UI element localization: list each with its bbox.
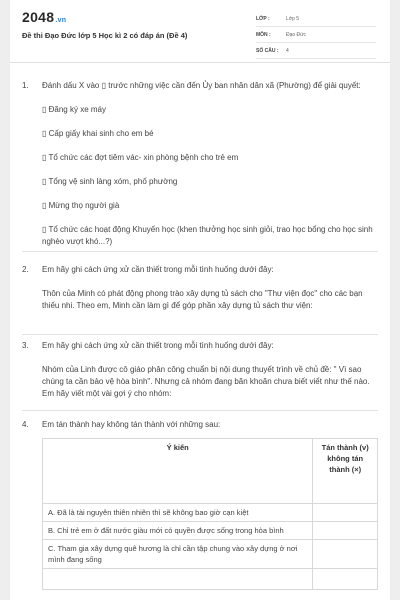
question-number: 1. xyxy=(22,81,29,90)
meta-label: LỚP : xyxy=(256,15,270,22)
question-body xyxy=(42,340,378,400)
question-detail: Nhóm của Linh được cô giáo phân công chuẩn bị nội dung thuyết trình về chủ đề: " Vì sao chúng ta cần bảo vệ hòa bình". Nhưng cả nhóm đang băn khoăn chưa biết viết như thế nào. Em hãy viết một vài gợi ý cho nhóm: xyxy=(42,365,370,398)
opinion-cell: B. Chỉ trẻ em ở đất nước giàu mới có quyền được sống trong hòa bình xyxy=(43,522,313,540)
question-prompt: Em hãy ghi cách ứng xử cần thiết trong mỗi tình huống dưới đây: xyxy=(42,341,274,350)
option-item[interactable]: ▯ Cấp giấy khai sinh cho em bé xyxy=(42,129,154,138)
question-prompt: Em tán thành hay không tán thành với những sau: xyxy=(42,420,221,429)
opinion-table xyxy=(42,438,378,590)
table-header-row xyxy=(43,439,378,504)
meta-row-subject xyxy=(256,27,376,43)
meta-value: Lớp 5 xyxy=(286,15,300,22)
table-row xyxy=(43,540,378,569)
opinion-cell: A. Đã là tài nguyên thiên nhiên thì sẽ không bao giờ cạn kiệt xyxy=(43,504,313,522)
option-item[interactable]: ▯ Tổng vệ sinh làng xóm, phố phường xyxy=(42,177,178,186)
table-header-opinion: Ý kiến xyxy=(43,439,313,504)
logo-text: 2048 xyxy=(22,9,55,25)
opinion-cell xyxy=(43,569,313,590)
option-item[interactable]: ▯ Tổ chức các đợt tiêm vác- xin phòng bệnh cho trẻ em xyxy=(42,153,239,162)
meta-row-question-count xyxy=(256,43,376,59)
table-row xyxy=(43,522,378,540)
site-logo[interactable] xyxy=(22,9,66,25)
meta-label: MÔN : xyxy=(256,31,271,38)
answer-cell[interactable] xyxy=(313,569,378,590)
table-header-agree: Tán thành (v) không tán thành (×) xyxy=(313,439,378,504)
question-body xyxy=(42,264,378,312)
question-body xyxy=(42,419,378,431)
opinion-cell: C. Tham gia xây dựng quê hương là chỉ cần tập chung vào xây dựng ở nơi mình đang sống xyxy=(43,540,313,569)
document-header xyxy=(10,0,390,63)
meta-value: 4 xyxy=(286,47,289,54)
divider xyxy=(22,410,378,411)
document-page xyxy=(10,0,390,600)
meta-label: SỐ CÂU : xyxy=(256,47,279,54)
answer-cell[interactable] xyxy=(313,522,378,540)
document-title: Đề thi Đạo Đức lớp 5 Học kì 2 có đáp án (Đề 4) xyxy=(22,31,188,40)
meta-row-class xyxy=(256,11,376,27)
question-number: 4. xyxy=(22,420,29,429)
option-item[interactable]: ▯ Tổ chức các hoạt động Khuyến học (khen thưởng học sinh giỏi, trao học bổng cho học sinh nghèo vượt khó...?) xyxy=(42,225,373,246)
meta-value: Đạo Đức xyxy=(286,31,307,38)
table-row xyxy=(43,569,378,590)
meta-info-box xyxy=(256,11,376,59)
option-item[interactable]: ▯ Đăng ký xe máy xyxy=(42,105,106,114)
question-detail: Thôn của Minh có phát động phong trào xây dựng tủ sách cho "Thư viện đọc" cho các bạn thiếu nhi. Theo em, Minh cần làm gì để góp phần xây dựng tủ sách thư viện: xyxy=(42,289,363,310)
logo-suffix: .vn xyxy=(55,17,67,24)
table-row xyxy=(43,504,378,522)
answer-cell[interactable] xyxy=(313,540,378,569)
question-prompt: Đánh dấu X vào ▯ trước những việc cần đến Ủy ban nhân dân xã (Phường) để giải quyết: xyxy=(42,81,361,90)
question-body xyxy=(42,80,378,248)
question-number: 3. xyxy=(22,341,29,350)
option-item[interactable]: ▯ Mừng thọ người già xyxy=(42,201,120,210)
answer-cell[interactable] xyxy=(313,504,378,522)
question-number: 2. xyxy=(22,265,29,274)
divider xyxy=(22,251,378,252)
divider xyxy=(22,334,378,335)
question-prompt: Em hãy ghi cách ứng xử cần thiết trong mỗi tình huống dưới đây: xyxy=(42,265,274,274)
